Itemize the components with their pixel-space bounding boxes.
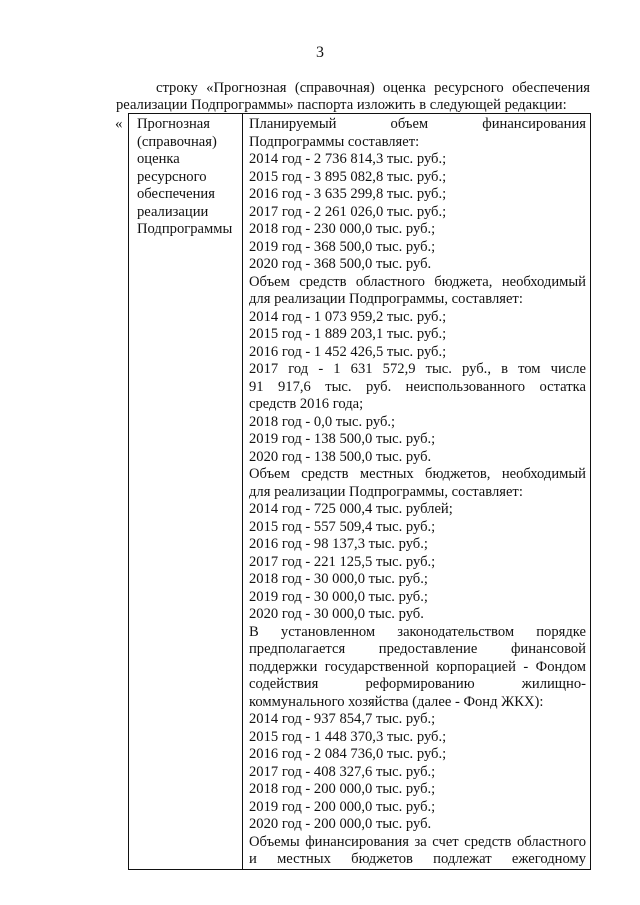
- content-line: 2015 год - 1 448 370,3 тыс. руб.;: [249, 728, 447, 745]
- row-label-line: Подпрограммы: [137, 221, 233, 237]
- table-row: [129, 114, 591, 870]
- content-line: 2017 год - 408 327,6 тыс. руб.;: [249, 763, 436, 780]
- content-line: Объемы финансирования за счет средств областного: [249, 833, 586, 850]
- content-line: 2019 год - 200 000,0 тыс. руб.;: [249, 798, 436, 815]
- content-line: 2017 год - 2 261 026,0 тыс. руб.;: [249, 203, 447, 220]
- intro-line-2: реализации Подпрограммы» паспорта изложить в следующей редакции:: [116, 97, 567, 113]
- content-line: 2016 год - 2 084 736,0 тыс. руб.;: [249, 746, 447, 762]
- content-line: и местных бюджетов подлежат ежегодному: [249, 851, 586, 867]
- content-line: Планируемый объем финансирования: [249, 116, 586, 132]
- content-line: для реализации Подпрограммы, составляет:: [249, 483, 523, 500]
- content-line: В установленном законодательством порядке: [249, 623, 586, 640]
- content-line: 2018 год - 230 000,0 тыс. руб.;: [249, 221, 436, 237]
- row-label-line: оценка: [137, 151, 180, 167]
- content-line: коммунального хозяйства (далее - Фонд ЖКХ):: [249, 693, 544, 710]
- content-line: 2020 год - 30 000,0 тыс. руб.: [249, 606, 424, 622]
- content-line: 2016 год - 3 635 299,8 тыс. руб.;: [249, 186, 447, 202]
- content-line: 2018 год - 30 000,0 тыс. руб.;: [249, 571, 428, 587]
- content-line: 91 917,6 тыс. руб. неиспользованного остатка: [249, 378, 586, 395]
- content-line: 2020 год - 200 000,0 тыс. руб.: [249, 816, 432, 832]
- content-line: 2014 год - 725 000,4 тыс. рублей;: [249, 501, 453, 517]
- content-line: Объем средств местных бюджетов, необходимый: [249, 466, 586, 482]
- content-line: Объем средств областного бюджета, необходимый: [249, 273, 586, 290]
- content-line: 2019 год - 30 000,0 тыс. руб.;: [249, 588, 428, 605]
- row-label-line: (справочная): [137, 133, 217, 150]
- row-label-cell: [129, 114, 243, 870]
- content-line: предполагается предоставление финансовой: [249, 641, 586, 657]
- content-line: содействия реформированию жилищно-: [249, 676, 586, 692]
- row-label-line: реализации: [137, 203, 209, 220]
- content-line: 2015 год - 557 509,4 тыс. руб.;: [249, 518, 436, 535]
- row-label-line: ресурсного: [137, 168, 207, 185]
- row-content-cell: [243, 114, 591, 870]
- content-line: 2017 год - 1 631 572,9 тыс. руб., в том числе: [249, 361, 586, 377]
- row-content: [249, 116, 586, 869]
- content-line: 2015 год - 3 895 082,8 тыс. руб.;: [249, 168, 447, 185]
- content-line: 2015 год - 1 889 203,1 тыс. руб.;: [249, 326, 447, 342]
- intro-paragraph: [116, 80, 590, 114]
- content-line: 2018 год - 0,0 тыс. руб.;: [249, 413, 396, 430]
- content-line: 2019 год - 138 500,0 тыс. руб.;: [249, 431, 436, 447]
- content-line: 2020 год - 138 500,0 тыс. руб.: [249, 448, 432, 465]
- row-label-line: Прогнозная: [137, 116, 210, 132]
- content-line: 2019 год - 368 500,0 тыс. руб.;: [249, 238, 436, 255]
- content-line: 2014 год - 937 854,7 тыс. руб.;: [249, 711, 436, 727]
- opening-quote: «: [115, 116, 123, 132]
- row-label: [137, 116, 242, 239]
- content-line: 2018 год - 200 000,0 тыс. руб.;: [249, 781, 436, 797]
- content-line: 2014 год - 2 736 814,3 тыс. руб.;: [249, 151, 447, 167]
- content-line: 2020 год - 368 500,0 тыс. руб.: [249, 256, 432, 272]
- row-label-line: обеспечения: [137, 186, 215, 202]
- content-line: для реализации Подпрограммы, составляет:: [249, 291, 523, 307]
- content-line: 2014 год - 1 073 959,2 тыс. руб.;: [249, 308, 447, 325]
- content-line: 2017 год - 221 125,5 тыс. руб.;: [249, 553, 436, 570]
- passport-row-table: [128, 113, 591, 870]
- page-number: 3: [316, 44, 324, 61]
- content-line: поддержки государственной корпорацией - Фондом: [249, 658, 586, 675]
- content-line: 2016 год - 1 452 426,5 тыс. руб.;: [249, 343, 447, 360]
- content-line: 2016 год - 98 137,3 тыс. руб.;: [249, 536, 428, 552]
- content-line: Подпрограммы составляет:: [249, 133, 420, 150]
- content-line: средств 2016 года;: [249, 396, 364, 412]
- intro-line-1: строку «Прогнозная (справочная) оценка ресурсного обеспечения: [156, 80, 590, 96]
